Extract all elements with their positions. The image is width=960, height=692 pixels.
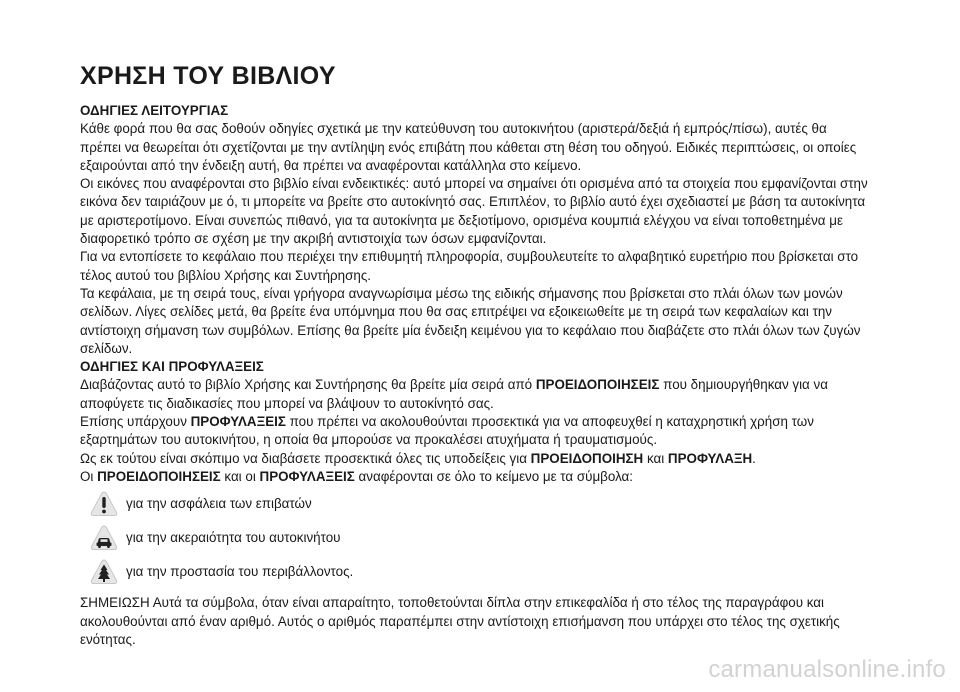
watermark: carmanualsonline.info: [708, 656, 946, 683]
paragraph-note: ΣΗΜΕΙΩΣΗ Αυτά τα σύμβολα, όταν είναι απαραίτητο, τοποθετούνται δίπλα στην επικεφαλίδα ή στο τέλος της παραγράφου και ακολουθούνται από έναν αριθμό. Αυτός ο αριθμός παραπέμπει στην αντίστοιχη επισήμανση που υπάρχει στο τέλος της σχετικής ενότητας.: [80, 595, 840, 647]
paragraph-images: Οι εικόνες που αναφέρονται στο βιβλίο είναι ενδεικτικές: αυτό μπορεί να σημαίνει ότι ορισμένα από τα στοιχεία που εμφανίζονται στην εικόνα δεν ταιριάζουν με ό, τι μπορείτε να βρείτε στο αυτοκίνητό σας. Επιπλέον, το βιβλίο αυτό έχει σχεδιαστεί με βάση τα αυτοκίνητα με αριστεροτίμονο. Είναι συνεπώς πιθανό, για τα αυτοκίνητα με δεξιοτίμονο, ορισμένα κουμπιά ελέγχου να είναι τοποθετημένα με διαφορετικό τρόπο σε σχέση με την ακριβή αντιστοιχία των όσων εμφανίζονται.: [80, 176, 868, 247]
bold-term: ΠΡΟΦΥΛΑΞΕΙΣ: [259, 468, 355, 484]
text-span: Διαβάζοντας αυτό το βιβλίο Χρήσης και Συντήρησης θα βρείτε μία σειρά από: [80, 377, 536, 393]
text-span: που δημιουργήθηκαν για να αποφύγετε τις διαδικασίες που μπορεί να βλάψουν το αυτοκίνητό σας.: [80, 377, 828, 411]
text-span: Ως εκ τούτου είναι σκόπιμο να διαβάσετε προσεκτικά όλες τις υποδείξεις για: [80, 450, 531, 466]
paragraph-symbols-intro: [80, 468, 870, 486]
text-span: που πρέπει να ακολουθούνται προσεκτικά για να αποφευχθεί η καταχρηστική χρήση των εξαρτημάτων του αυτοκινήτου, η οποία θα μπορούσε να προκαλέσει ατυχήματα ή τραυματισμούς.: [80, 414, 814, 448]
section-heading-warnings-precautions: ΟΔΗΓΙΕΣ ΚΑΙ ΠΡΟΦΥΛΑΞΕΙΣ: [80, 359, 264, 375]
document-body: [80, 102, 870, 649]
text-span: και οι: [220, 468, 260, 484]
text-span: Οι: [80, 468, 98, 484]
page-title: ΧΡΗΣΗ ΤΟΥ ΒΙΒΛΙΟΥ: [80, 62, 336, 90]
symbol-label: για την ακεραιότητα του αυτοκινήτου: [126, 530, 341, 546]
symbol-row-vehicle-integrity: [80, 522, 870, 554]
paragraph-chapters: Τα κεφάλαια, με τη σειρά τους, είναι γρήγορα αναγνωρίσιμα μέσω της ειδικής σήμανσης που βρίσκεται στο πλάι όλων των μονών σελίδων. Λίγες σελίδες μετά, θα βρείτε ένα υπόμνημα που θα σας επιτρέψει να εξοικειωθείτε με τη σειρά των κεφαλαίων και την αντίστοιχη σήμανση των συμβόλων. Επίσης θα βρείτε μία ένδειξη κειμένου για το κεφάλαιο που διαβάζετε στο πλάι όλων των ζυγών σελίδων.: [80, 285, 861, 356]
text-span: και: [643, 450, 668, 466]
bold-term: ΠΡΟΕΙΔΟΠΟΙΗΣΕΙΣ: [97, 468, 221, 484]
bold-term: ΠΡΟΦΥΛΑΞΗ: [667, 450, 753, 466]
bold-term: ΠΡΟΕΙΔΟΠΟΙΗΣΕΙΣ: [535, 377, 660, 393]
paragraph-precautions: [80, 413, 870, 450]
section-heading-operating-instructions: ΟΔΗΓΙΕΣ ΛΕΙΤΟΥΡΓΙΑΣ: [80, 103, 229, 118]
text-span: Επίσης υπάρχουν: [80, 414, 191, 430]
paragraph-read-carefully: [80, 450, 870, 468]
car-warning-icon: [86, 522, 122, 554]
text-span: αναφέρονται σε όλο το κείμενο με τα σύμβολα:: [354, 468, 634, 484]
text-span: .: [752, 450, 756, 466]
symbol-label: για την ασφάλεια των επιβατών: [126, 496, 312, 512]
symbol-label: για την προστασία του περιβάλλοντος.: [126, 564, 354, 580]
tree-warning-icon: [86, 556, 122, 588]
symbol-row-environment: [80, 556, 870, 588]
symbol-row-passenger-safety: [80, 488, 870, 520]
paragraph-index: Για να εντοπίσετε το κεφάλαιο που περιέχει την επιθυμητή πληροφορία, συμβουλευτείτε το αλφαβητικό ευρετήριο που βρίσκεται στο τέλος αυτού του βιβλίου Χρήσης και Συντήρησης.: [80, 249, 859, 283]
paragraph-directions: Κάθε φορά που θα σας δοθούν οδηγίες σχετικά με την κατεύθυνση του αυτοκινήτου (αριστερά/δεξιά ή εμπρός/πίσω), αυτές θα πρέπει να θεωρείται ότι σχετίζονται με την αντίληψη ενός επιβάτη που κάθεται στη θέση του οδηγού. Ειδικές περιπτώσεις, οι οποίες εξαιρούνται από την ένδειξη αυτή, θα πρέπει να αναφέρονται κατάλληλα στο κείμενο.: [80, 121, 857, 173]
bold-term: ΠΡΟΦΥΛΑΞΕΙΣ: [190, 414, 286, 430]
bold-term: ΠΡΟΕΙΔΟΠΟΙΗΣΗ: [530, 450, 644, 466]
warning-exclamation-icon: [86, 488, 122, 520]
paragraph-warnings: [80, 376, 870, 413]
